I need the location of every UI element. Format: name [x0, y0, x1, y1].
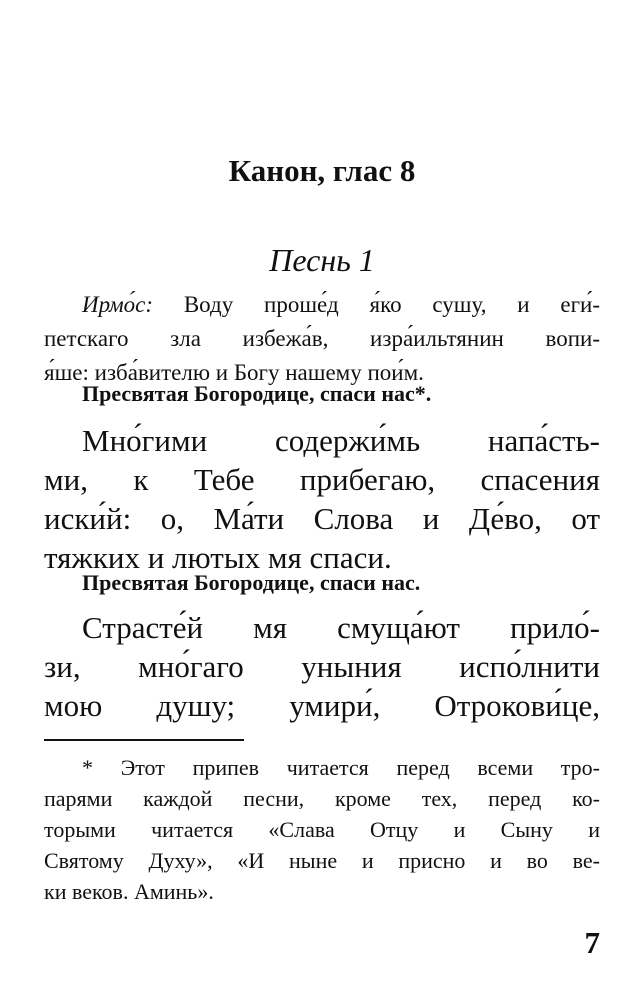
troparion-line: иски́й: о, Ма́ти Слова и Де́во, от [44, 501, 600, 536]
footnote-line: парями каждой песни, кроме тех, перед ко- [44, 786, 600, 811]
irmos-line: я́ше: изба́вителю и Богу нашему пои́м. [44, 360, 424, 385]
song-heading: Песнь 1 [269, 242, 375, 278]
book-page [44, 0, 600, 1000]
troparion-line: Мно́гими содержи́мь напа́сть- [82, 423, 600, 458]
troparion-line: мою душу; умири́, Отрокови́це, [44, 688, 600, 723]
refrain-text: Пресвятая Богородице, спаси нас. [82, 570, 421, 595]
troparion-line: ми, к Тебе прибегаю, спасения [44, 462, 600, 497]
footnote-line: ки веков. Аминь». [44, 879, 214, 904]
refrain-text: Пресвятая Богородице, спаси нас*. [82, 381, 432, 406]
canon-title: Канон, глас 8 [228, 153, 416, 188]
footnote-line: * Этот припев читается перед всеми тро- [82, 755, 600, 780]
irmos-label: Ирмо́с: [82, 292, 154, 317]
troparion-line: тяжких и лютых мя спаси. [44, 540, 392, 575]
troparion-paragraph [44, 421, 600, 577]
footnote-separator [44, 739, 244, 741]
irmos-paragraph [44, 288, 600, 390]
troparion-line: зи, мно́гаго уныния испо́лнити [44, 649, 600, 684]
footnote [44, 752, 600, 907]
page-number: 7 [584, 925, 600, 960]
irmos-line: Ирмо́с: Воду проше́д я́ко сушу, и еги́- [82, 292, 601, 317]
troparion-paragraph [44, 608, 600, 725]
troparion-line: Страсте́й мя смуща́ют прило́- [82, 610, 600, 645]
irmos-line: петскаго зла избежа́в, изра́ильтянин вопи- [44, 326, 600, 351]
footnote-line: торыми читается «Слава Отцу и Сыну и [44, 817, 600, 842]
footnote-line: Святому Духу», «И ныне и присно и во ве- [44, 848, 600, 873]
